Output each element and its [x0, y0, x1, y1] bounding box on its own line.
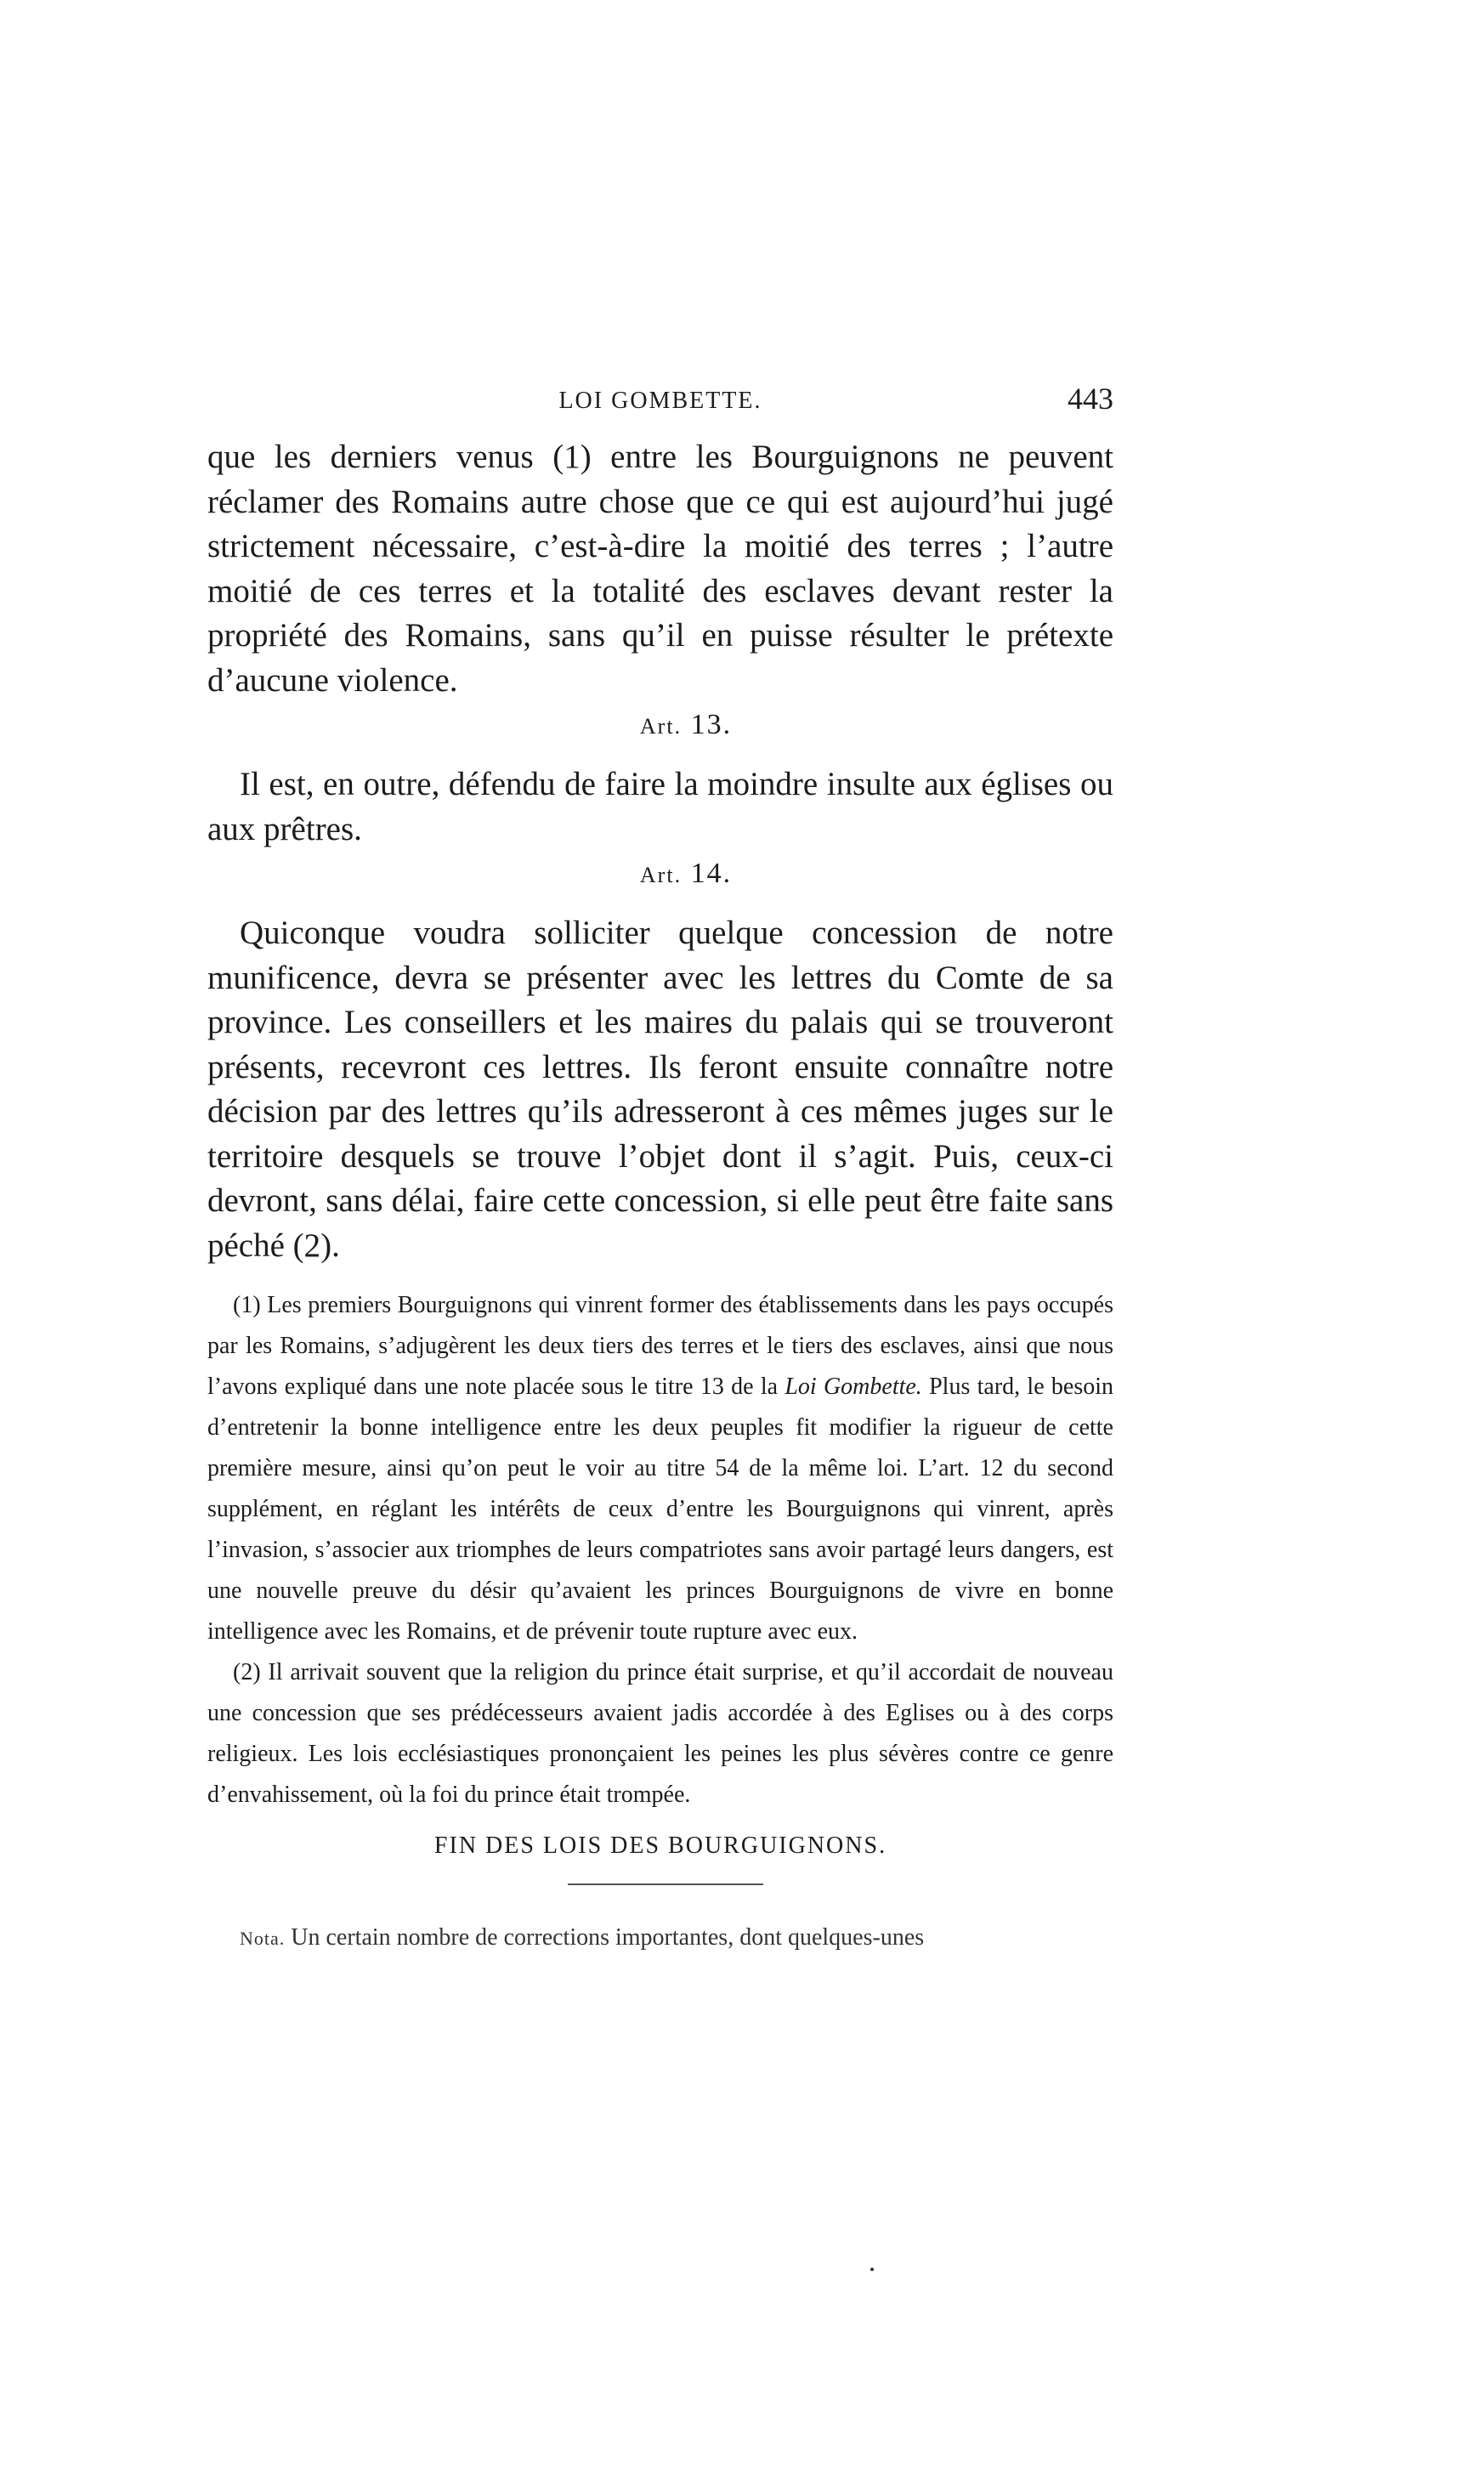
running-title: LOI GOMBETTE. — [558, 388, 762, 414]
article-14-heading — [207, 852, 1113, 898]
footnote-1-text-a: (1) Les premiers Bourguignons qui vinrent former des établissements dans les pays occupés par les Romains, s’adjugèrent les deux tiers des terres et le tiers des esclaves, ainsi que nous l’avons expliqué dans une note placée sous le titre 13 de la — [207, 1292, 1113, 1400]
page-number: 443 — [1068, 382, 1113, 416]
footnote-1-italic: Loi Gombette. — [784, 1374, 922, 1400]
main-text — [207, 435, 1113, 1957]
nota-text: Un certain nombre de corrections importantes, dont quelques-unes — [285, 1924, 925, 1951]
ink-speck — [870, 2268, 874, 2271]
paragraph-2: Il est, en outre, défendu de faire la moindre insulte aux églises ou aux prêtres. — [207, 766, 1113, 847]
divider-rule — [568, 1883, 763, 1885]
article-13-heading — [207, 703, 1113, 749]
article-number: 14. — [690, 858, 733, 889]
article-label: Art. — [639, 863, 683, 887]
paragraph-1: que les derniers venus (1) entre les Bourguignons ne peuvent réclamer des Romains autre chose que ce qui est aujourd’hui jugé strictement nécessaire, c’est-à-dire la moitié des terres ; l’autre moitié de ces terres et la totalité des esclaves devant rester la propriété des Romains, sans qu’il en puisse résulter le prétexte d’aucune violence. — [207, 439, 1113, 699]
footnote-1 — [207, 1285, 1113, 1652]
footnote-1-text-b: Plus tard, le besoin d’entretenir la bonne intelligence entre les deux peuples fit modifier la rigueur de cette première mesure, ainsi qu’on peut le voir au titre 54 de la même loi. L’art. 12 du second supplément, en réglant les intérêts de ceux d’entre les Bourguignons qui vinrent, après l’invasion, s’associer aux triomphes de leurs compatriotes sans avoir partagé leurs dangers, est une nouvelle preuve du désir qu’avaient les princes Bourguignons de vivre en bonne intelligence avec les Romains, et de prévenir toute rupture avec eux. — [207, 1374, 1114, 1645]
article-label: Art. — [639, 714, 683, 739]
nota-label: Nota. — [240, 1928, 286, 1949]
footnote-2: (2) Il arrivait souvent que la religion du prince était surprise, et qu’il accordait de nouveau une concession que ses prédécesseurs avaient jadis accordée à des Eglises ou à des corps religieux. Les lois ecclésiastiques prononçaient les peines les plus sévères contre ce genre d’envahissement, où la foi du prince était trompée. — [207, 1659, 1113, 1808]
running-head — [207, 381, 1113, 423]
nota-line — [207, 1919, 1113, 1957]
article-number: 13. — [690, 709, 733, 740]
end-title: FIN DES LOIS DES BOURGUIGNONS. — [433, 1832, 887, 1859]
footnotes — [207, 1285, 1113, 1815]
paragraph-3: Quiconque voudra solliciter quelque concession de notre munificence, devra se présenter avec les lettres du Comte de sa province. Les conseillers et les maires du palais qui se trouveront présents, recevront ces lettres. Ils feront ensuite connaître notre décision par des lettres qu’ils adresseront à ces mêmes juges sur le territoire desquels se trouve l’objet dont il s’agit. Puis, ceux-ci devront, sans délai, faire cette concession, si elle peut être faite sans péché (2). — [207, 915, 1113, 1264]
